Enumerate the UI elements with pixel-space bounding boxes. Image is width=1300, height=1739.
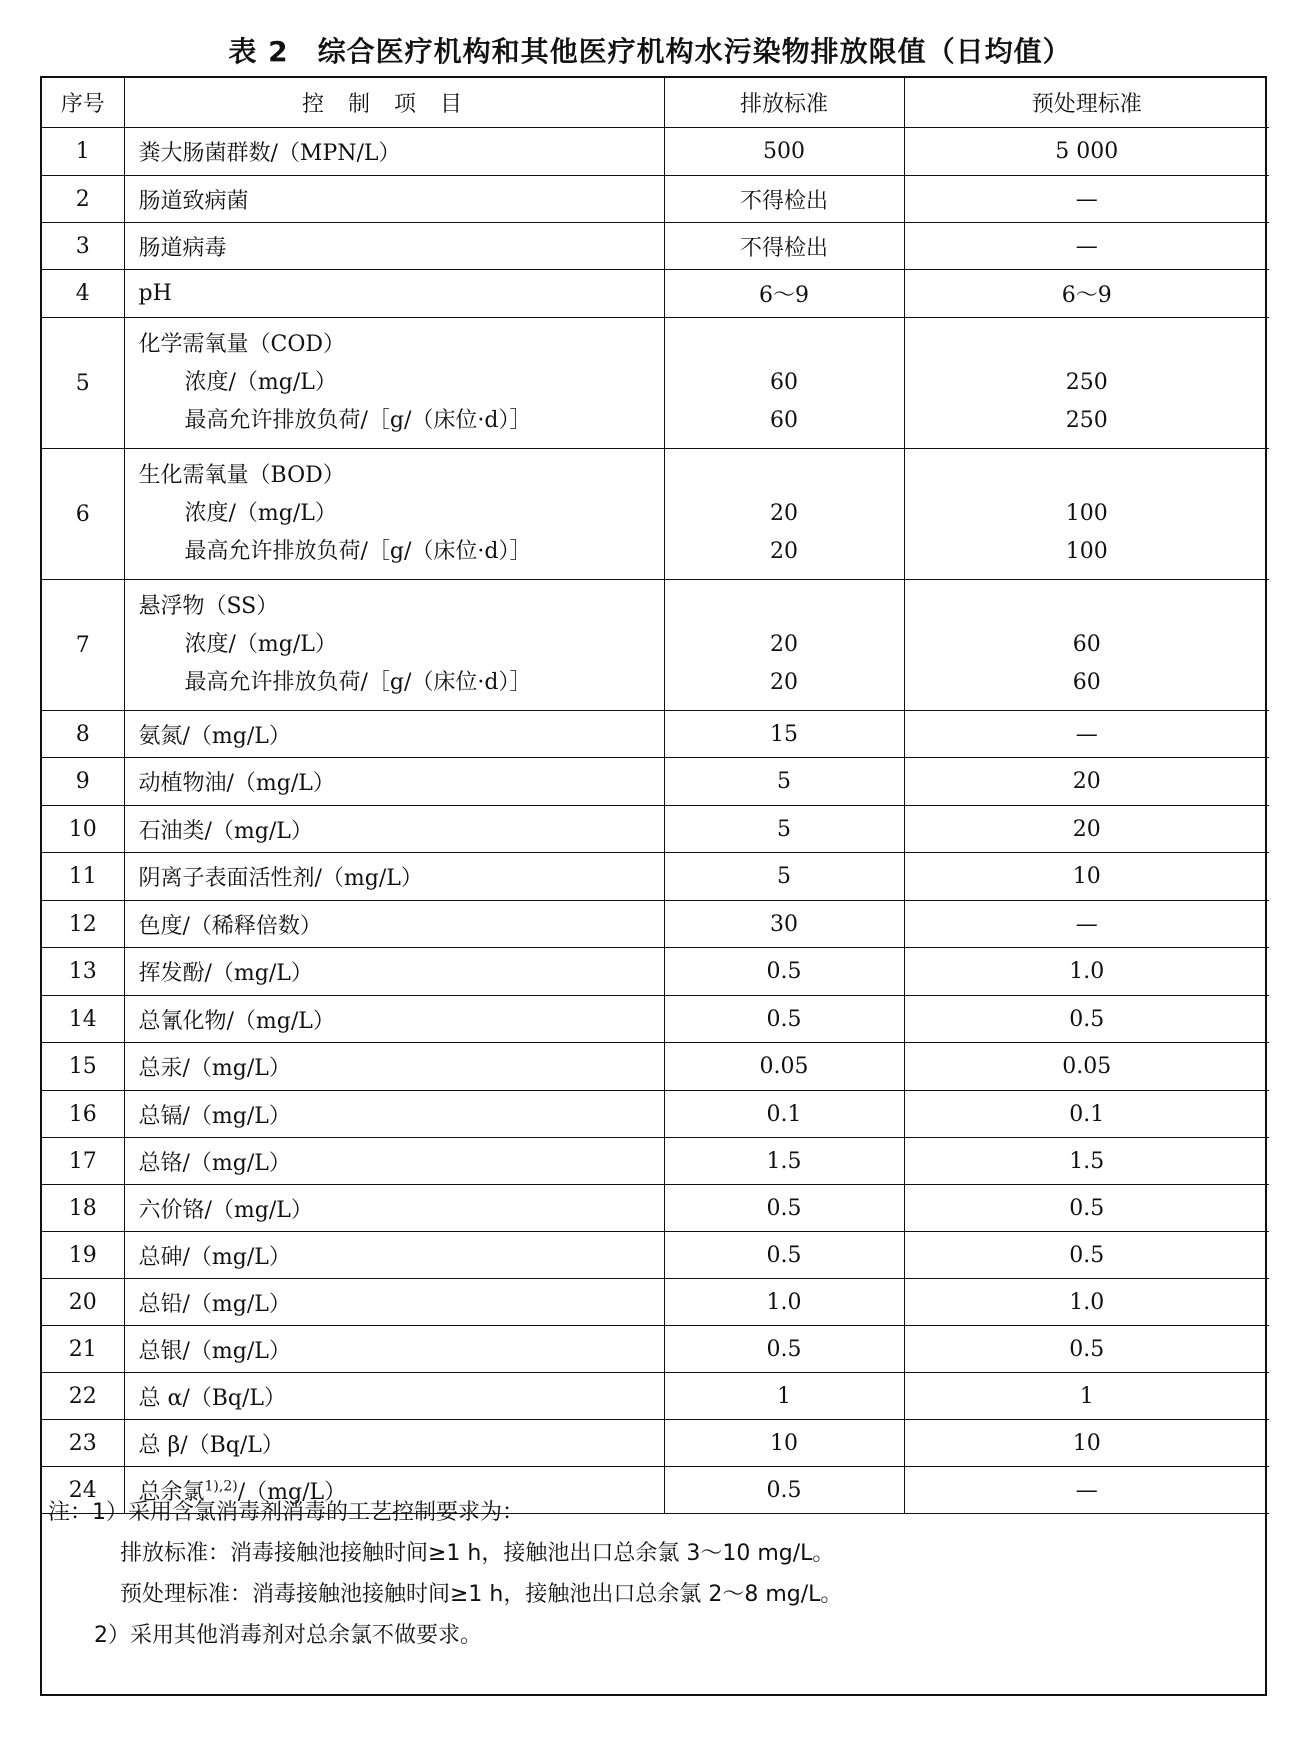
table-row: [42, 853, 1269, 901]
row-pretreat: 1.0: [904, 948, 1269, 996]
row-item-sub-load: 最高允许排放负荷/［g/（床位·d）］: [184, 670, 532, 695]
table-row: [42, 1043, 1269, 1091]
row-seq: 14: [42, 996, 124, 1043]
row-item-sub-concentration: 浓度/（mg/L）: [184, 632, 337, 657]
row-discharge-concentration: 20: [770, 632, 798, 657]
row-pretreat: [904, 580, 1269, 711]
row-item: 总 β/（Bq/L）: [124, 1420, 664, 1467]
row-discharge: 30: [664, 901, 904, 948]
row-pretreat: 1.5: [904, 1138, 1269, 1185]
row-item: [124, 318, 664, 449]
row-seq: 19: [42, 1232, 124, 1279]
row-seq: 2: [42, 176, 124, 223]
row-seq: 7: [42, 580, 124, 711]
row-discharge: [664, 318, 904, 449]
row-pretreat-concentration: 60: [1072, 632, 1101, 657]
row-discharge-load: 20: [770, 539, 798, 564]
table-row: [42, 711, 1269, 758]
row-pretreat: 0.5: [904, 1232, 1269, 1279]
emission-limits-table: [42, 78, 1269, 1514]
row-pretreat: —: [904, 223, 1269, 270]
row-discharge: 5: [664, 806, 904, 853]
table-title: 表 2 综合医疗机构和其他医疗机构水污染物排放限值（日均值）: [228, 35, 1072, 68]
row-discharge: 1.0: [664, 1279, 904, 1326]
row-pretreat: 0.05: [904, 1043, 1269, 1091]
row-discharge-load: 20: [770, 670, 798, 695]
row-seq: 20: [42, 1279, 124, 1326]
row-pretreat-load: 60: [1072, 670, 1101, 695]
row-discharge-concentration: 20: [770, 501, 798, 526]
row-seq: 17: [42, 1138, 124, 1185]
table-row: [42, 1185, 1269, 1232]
table-row: [42, 580, 1269, 711]
row-seq: 10: [42, 806, 124, 853]
table-row: [42, 449, 1269, 580]
row-item: 六价铬/（mg/L）: [124, 1185, 664, 1232]
row-item: 总镉/（mg/L）: [124, 1091, 664, 1138]
row-item-sub-load: 最高允许排放负荷/［g/（床位·d）］: [184, 408, 532, 433]
row-pretreat: 1: [904, 1373, 1269, 1420]
row-seq: 9: [42, 758, 124, 806]
row-pretreat-concentration: 100: [1065, 501, 1108, 526]
row-seq: 11: [42, 853, 124, 901]
table-row: [42, 318, 1269, 449]
row-item: [124, 449, 664, 580]
row-discharge: 不得检出: [664, 176, 904, 223]
row-item: 阴离子表面活性剂/（mg/L）: [124, 853, 664, 901]
header-item: [124, 78, 664, 128]
row-item: 肠道病毒: [124, 223, 664, 270]
row-pretreat: 20: [904, 758, 1269, 806]
table-row: [42, 1420, 1269, 1467]
row-pretreat: 0.5: [904, 996, 1269, 1043]
row-discharge-concentration: 60: [770, 370, 798, 395]
row-pretreat: 0.1: [904, 1091, 1269, 1138]
table-row: [42, 270, 1269, 318]
row-seq: 18: [42, 1185, 124, 1232]
row-item: 总砷/（mg/L）: [124, 1232, 664, 1279]
row-discharge: 0.5: [664, 1326, 904, 1373]
row-seq: 16: [42, 1091, 124, 1138]
row-discharge: [664, 449, 904, 580]
row-item-main: 悬浮物（SS）: [138, 594, 279, 619]
row-discharge: 5: [664, 853, 904, 901]
row-seq: 22: [42, 1373, 124, 1420]
row-item-main: 生化需氧量（BOD）: [138, 463, 345, 488]
row-seq: 1: [42, 128, 124, 176]
row-seq: 5: [42, 318, 124, 449]
row-pretreat-concentration: 250: [1065, 370, 1108, 395]
table-row: [42, 1232, 1269, 1279]
row-discharge: 6～9: [664, 270, 904, 318]
row-item: 肠道致病菌: [124, 176, 664, 223]
row-item: 色度/（稀释倍数）: [124, 901, 664, 948]
row-seq: 4: [42, 270, 124, 318]
table-notes: [48, 1492, 842, 1656]
row-pretreat: 1.0: [904, 1279, 1269, 1326]
row-item: 总 α/（Bq/L）: [124, 1373, 664, 1420]
table-row: [42, 128, 1269, 176]
note-2: 2）采用其他消毒剂对总余氯不做要求。: [94, 1623, 482, 1648]
row-item-sub-load: 最高允许排放负荷/［g/（床位·d）］: [184, 539, 532, 564]
row-seq: 12: [42, 901, 124, 948]
note-1-pretreat: 预处理标准：消毒接触池接触时间≥1 h，接触池出口总余氯 2～8 mg/L。: [120, 1582, 843, 1607]
row-discharge: 1: [664, 1373, 904, 1420]
row-pretreat-load: 100: [1065, 539, 1108, 564]
row-pretreat: 10: [904, 853, 1269, 901]
table-row: [42, 1373, 1269, 1420]
row-discharge-load: 60: [770, 408, 798, 433]
row-discharge: 5: [664, 758, 904, 806]
row-pretreat: [904, 318, 1269, 449]
row-item: 总铅/（mg/L）: [124, 1279, 664, 1326]
table-row: [42, 901, 1269, 948]
row-pretreat: 6～9: [904, 270, 1269, 318]
row-discharge: 500: [664, 128, 904, 176]
row-item: 氨氮/（mg/L）: [124, 711, 664, 758]
row-item: 粪大肠菌群数/（MPN/L）: [124, 128, 664, 176]
row-pretreat-load: 250: [1065, 408, 1108, 433]
row-seq: 6: [42, 449, 124, 580]
row-discharge: 0.5: [664, 948, 904, 996]
row-discharge: 0.5: [664, 1185, 904, 1232]
note-1-discharge: 排放标准：消毒接触池接触时间≥1 h，接触池出口总余氯 3～10 mg/L。: [120, 1541, 835, 1566]
table-row: [42, 806, 1269, 853]
header-discharge: 排放标准: [664, 78, 904, 128]
row-seq: 13: [42, 948, 124, 996]
row-discharge: 不得检出: [664, 223, 904, 270]
row-discharge: 1.5: [664, 1138, 904, 1185]
row-discharge: 15: [664, 711, 904, 758]
row-pretreat: —: [904, 901, 1269, 948]
row-discharge: 0.5: [664, 996, 904, 1043]
table-row: [42, 1091, 1269, 1138]
row-pretreat: 0.5: [904, 1185, 1269, 1232]
row-item-sub-concentration: 浓度/（mg/L）: [184, 370, 337, 395]
note-1: 注：1）采用含氯消毒剂消毒的工艺控制要求为：: [48, 1500, 524, 1525]
table-frame: [40, 76, 1267, 1696]
row-pretreat: [904, 449, 1269, 580]
row-discharge: 10: [664, 1420, 904, 1467]
row-seq: 8: [42, 711, 124, 758]
table-row: [42, 1138, 1269, 1185]
row-item: 挥发酚/（mg/L）: [124, 948, 664, 996]
header-seq: 序号: [42, 78, 124, 128]
table-row: [42, 1326, 1269, 1373]
row-discharge: 0.5: [664, 1232, 904, 1279]
table-row: [42, 948, 1269, 996]
header-pretreat: 预处理标准: [904, 78, 1269, 128]
row-item-sub-concentration: 浓度/（mg/L）: [184, 501, 337, 526]
row-item-main: 化学需氧量（COD）: [138, 332, 346, 357]
row-item: 总银/（mg/L）: [124, 1326, 664, 1373]
row-pretreat: 10: [904, 1420, 1269, 1467]
row-pretreat: 5 000: [904, 128, 1269, 176]
row-discharge: 0.5: [664, 1467, 904, 1514]
row-item: 总氰化物/（mg/L）: [124, 996, 664, 1043]
row-pretreat: 20: [904, 806, 1269, 853]
row-discharge: 0.1: [664, 1091, 904, 1138]
row-pretreat: —: [904, 176, 1269, 223]
row-item: 总铬/（mg/L）: [124, 1138, 664, 1185]
header-item-label: 控制项目: [301, 92, 486, 117]
table-row: [42, 1279, 1269, 1326]
row-seq: 3: [42, 223, 124, 270]
table-row: [42, 176, 1269, 223]
footnote-ref: 1),2): [204, 1478, 238, 1495]
table-row: [42, 996, 1269, 1043]
row-discharge: 0.05: [664, 1043, 904, 1091]
row-seq: 15: [42, 1043, 124, 1091]
row-item: 石油类/（mg/L）: [124, 806, 664, 853]
row-item: pH: [124, 270, 664, 318]
row-pretreat: 0.5: [904, 1326, 1269, 1373]
row-item: 总汞/（mg/L）: [124, 1043, 664, 1091]
row-seq: 21: [42, 1326, 124, 1373]
row-seq: 23: [42, 1420, 124, 1467]
row-pretreat: —: [904, 711, 1269, 758]
row-discharge: [664, 580, 904, 711]
row-seq: 24: [42, 1467, 124, 1514]
row-item: [124, 580, 664, 711]
header-row: [42, 78, 1269, 128]
row-item: 动植物油/（mg/L）: [124, 758, 664, 806]
table-row: [42, 758, 1269, 806]
row-item-main: 总余氯: [138, 1479, 205, 1505]
table-row: [42, 223, 1269, 270]
row-pretreat: —: [904, 1467, 1269, 1514]
row-item-unit: /（mg/L）: [237, 1479, 347, 1505]
